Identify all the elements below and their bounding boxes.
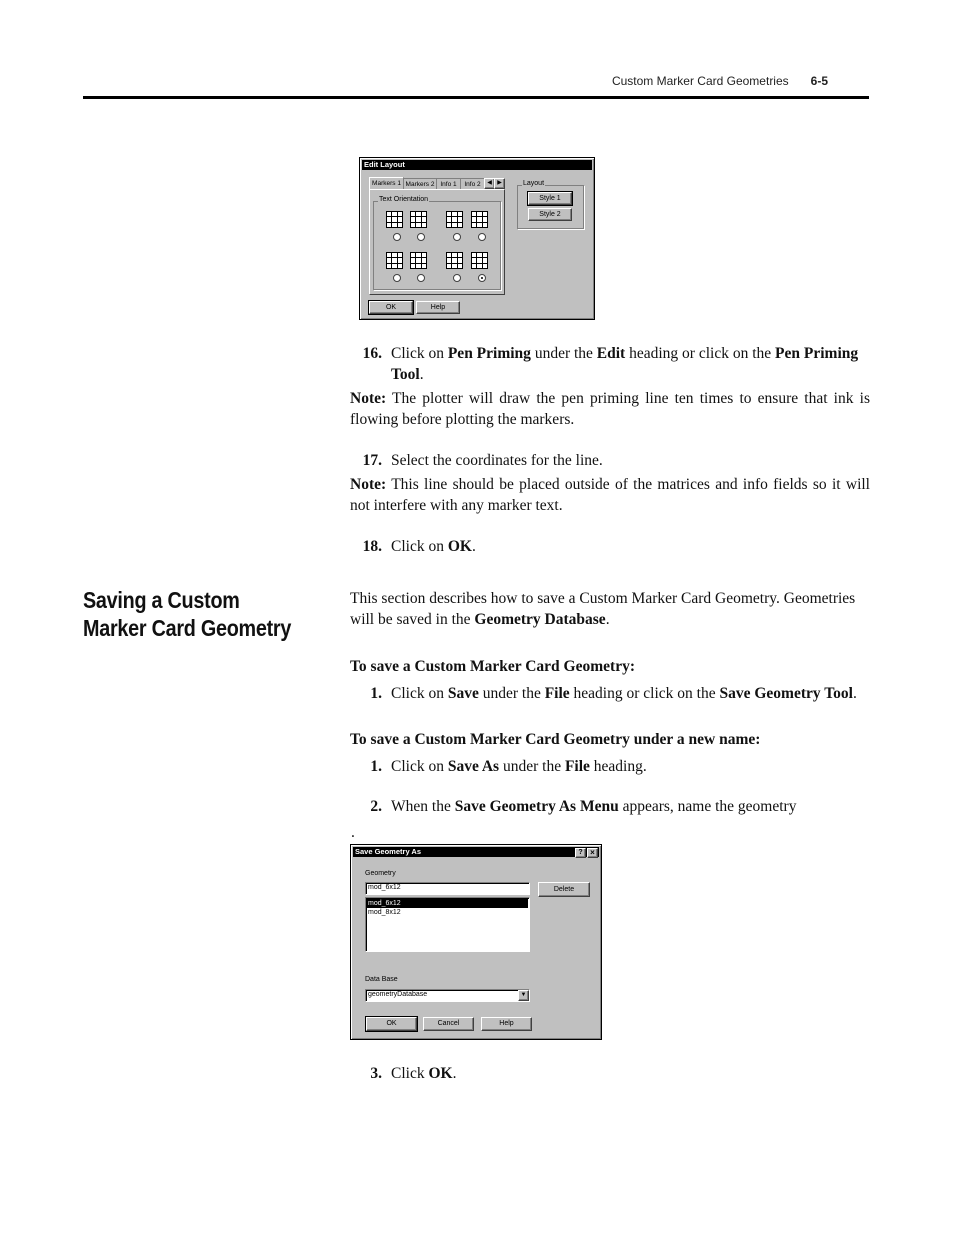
orientation-grid-5	[386, 252, 403, 269]
step-17	[350, 450, 870, 472]
tab-markers-2[interactable]: Markers 2	[403, 178, 437, 190]
text-run: Click on	[391, 538, 448, 555]
note-text: The plotter will draw the pen priming line ten times to ensure that ink is flowing before plotting the markers.	[350, 390, 870, 428]
bold-term: OK	[428, 1065, 453, 1082]
orientation-radio-4[interactable]	[478, 233, 486, 241]
save-as-step-2	[350, 796, 870, 818]
page-number: 6-5	[810, 74, 828, 88]
text-orientation-label: Text Orientation	[379, 196, 429, 203]
orientation-grid-1	[386, 211, 403, 228]
running-header	[612, 74, 828, 88]
orientation-radio-2[interactable]	[417, 233, 425, 241]
section-heading: Saving a Custom Marker Card Geometry	[83, 587, 292, 641]
text-run: appears, name the geometry	[618, 798, 797, 815]
stray-period: .	[351, 824, 355, 841]
help-question-button[interactable]: ?	[575, 848, 586, 858]
orientation-grid-6	[410, 252, 427, 269]
save-step-1	[350, 683, 870, 727]
text-run: under the	[499, 758, 565, 775]
bold-term: File	[544, 685, 570, 702]
text-run: Click on	[391, 345, 448, 362]
note-label: Note:	[350, 476, 387, 493]
note-1	[350, 388, 870, 430]
orientation-radio-7[interactable]	[453, 274, 461, 282]
style-2-button[interactable]: Style 2	[528, 208, 572, 221]
save-ok-button[interactable]: OK	[366, 1017, 417, 1031]
text-run: Click	[391, 1065, 429, 1082]
tab-scroll-right-button[interactable]: ▶	[494, 178, 505, 189]
step-text	[391, 1063, 870, 1084]
save-as-step-3	[350, 1063, 870, 1085]
save-help-button[interactable]: Help	[481, 1017, 532, 1031]
text-run: under the	[530, 345, 597, 362]
delete-button[interactable]: Delete	[538, 882, 590, 897]
bold-term: File	[564, 758, 590, 775]
step-number: 16.	[362, 345, 382, 362]
orientation-radio-3[interactable]	[453, 233, 461, 241]
note-2	[350, 474, 870, 516]
bold-term: Edit	[596, 345, 626, 362]
save-dialog-titlebar: Save Geometry As	[353, 847, 599, 857]
orientation-grid-7	[446, 252, 463, 269]
header-rule	[83, 96, 869, 99]
text-run: This section describes how to save a Custom Marker Card Geometry. Geometries will be saved in the	[350, 590, 856, 628]
tab-markers-1[interactable]: Markers 1	[369, 177, 404, 190]
save-as-step-1	[350, 756, 870, 778]
step-text	[391, 450, 870, 471]
help-button[interactable]: Help	[416, 301, 460, 314]
close-button[interactable]: ×	[587, 848, 598, 858]
text-run: When the	[391, 798, 455, 815]
step-text	[391, 756, 870, 777]
save-cancel-button[interactable]: Cancel	[423, 1017, 474, 1031]
orientation-radio-6[interactable]	[417, 274, 425, 282]
orientation-radio-8[interactable]	[478, 274, 486, 282]
step-text	[391, 343, 870, 385]
step-18	[350, 536, 870, 558]
edit-layout-titlebar: Edit Layout	[362, 160, 592, 170]
note-label: Note:	[350, 390, 387, 407]
section-intro	[350, 588, 870, 630]
style-1-button[interactable]: Style 1	[528, 192, 572, 205]
step-number: 17.	[362, 452, 382, 469]
text-run: .	[852, 685, 857, 702]
geometry-name-input[interactable]: mod_6x12	[365, 882, 530, 895]
step-number: 1.	[370, 758, 382, 775]
step-text	[391, 536, 870, 557]
step-number: 1.	[370, 685, 382, 702]
orientation-grid-2	[410, 211, 427, 228]
bold-term: Pen Priming Tool	[391, 345, 859, 383]
geometry-list-item-selected[interactable]: mod_6x12	[367, 899, 528, 908]
step-number: 3.	[370, 1065, 382, 1082]
database-select[interactable]	[365, 989, 530, 1002]
tab-scroll-left-button[interactable]: ◀	[484, 178, 495, 189]
layout-label: Layout	[523, 180, 545, 187]
text-run: .	[605, 611, 610, 628]
bold-term: Save	[447, 685, 479, 702]
text-run: Click on	[391, 758, 448, 775]
step-number: 2.	[370, 798, 382, 815]
step-number: 18.	[362, 538, 382, 555]
chevron-down-icon[interactable]: ▼	[518, 990, 529, 1001]
bold-term: Save Geometry Tool	[719, 685, 853, 702]
header-section-title: Custom Marker Card Geometries	[611, 74, 789, 88]
text-run: Select the coordinates for the line.	[391, 452, 603, 469]
ok-button[interactable]: OK	[369, 301, 413, 314]
geometry-list-item[interactable]: mod_8x12	[368, 909, 401, 916]
text-run: heading or click on the	[569, 685, 720, 702]
geometry-list[interactable]	[365, 897, 530, 952]
tab-info-2[interactable]: Info 2	[460, 178, 485, 190]
tab-info-1[interactable]: Info 1	[436, 178, 461, 190]
text-run: heading.	[589, 758, 647, 775]
geometry-label: Geometry	[365, 870, 396, 877]
text-run: Click on	[391, 685, 448, 702]
database-label: Data Base	[365, 976, 398, 983]
orientation-grid-4	[471, 211, 488, 228]
orientation-radio-1[interactable]	[393, 233, 401, 241]
text-run: .	[452, 1065, 457, 1082]
subheading-save-as: To save a Custom Marker Card Geometry under a new name:	[350, 731, 761, 748]
note-text: This line should be placed outside of the matrices and info fields so it will not interfere with any marker text.	[350, 476, 870, 514]
bold-term: Geometry Database	[474, 611, 606, 628]
step-text	[391, 683, 870, 704]
text-run: .	[471, 538, 476, 555]
bold-term: Save Geometry As Menu	[454, 798, 619, 815]
orientation-grid-3	[446, 211, 463, 228]
subheading-save: To save a Custom Marker Card Geometry:	[350, 658, 635, 675]
bold-term: Save As	[447, 758, 500, 775]
edit-layout-dialog	[359, 157, 595, 320]
database-selected-value: geometryDatabase	[368, 991, 428, 998]
bold-term: OK	[447, 538, 472, 555]
step-16	[350, 343, 870, 387]
text-run: under the	[478, 685, 545, 702]
orientation-grid-8	[471, 252, 488, 269]
text-run: .	[419, 366, 424, 383]
step-text	[391, 796, 870, 817]
save-geometry-as-dialog	[350, 844, 602, 1040]
text-run: heading or click on the	[625, 345, 776, 362]
bold-term: Pen Priming	[447, 345, 531, 362]
orientation-radio-5[interactable]	[393, 274, 401, 282]
